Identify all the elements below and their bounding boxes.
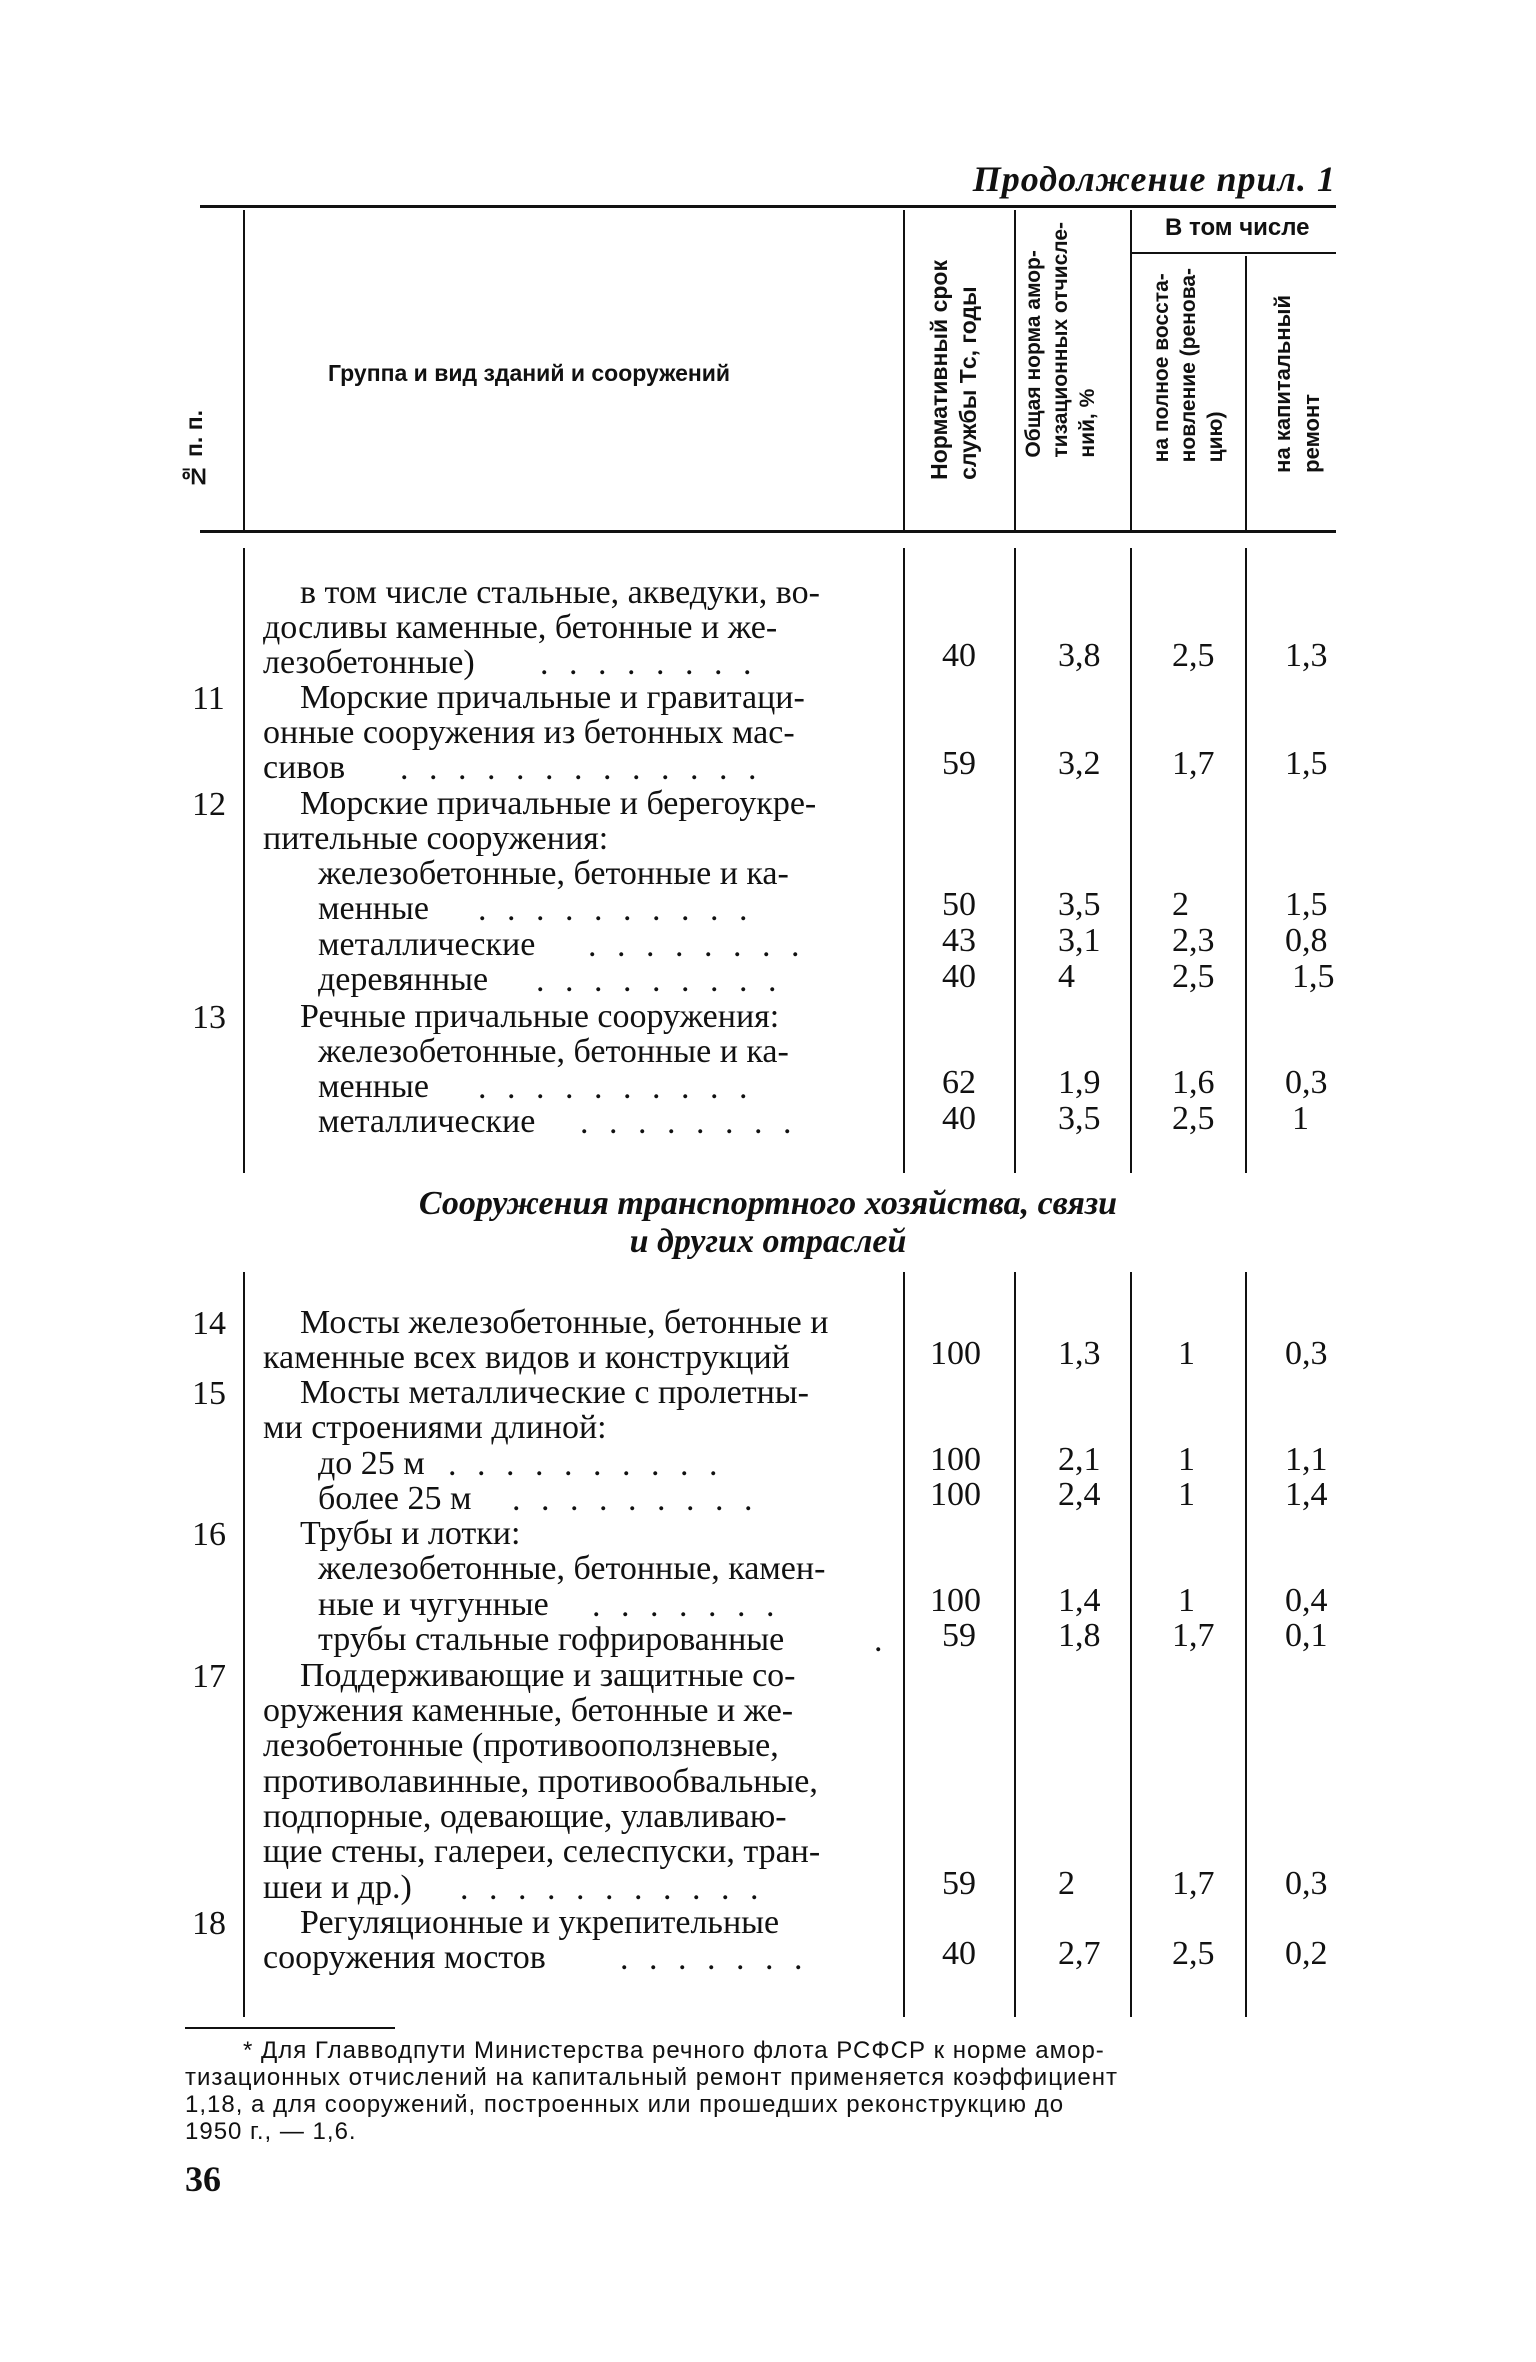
table1-leader-dots: . . . . . . . . . <box>536 962 783 999</box>
header-number: № п. п. <box>181 410 207 490</box>
table1-service-life: 40 <box>942 637 976 674</box>
header-service-life-line-1: Нормативный срок <box>926 260 952 480</box>
table1-text-line: металлические <box>318 1103 536 1140</box>
table2-text-line: шеи и др.) <box>263 1869 412 1906</box>
table2-text-line: щие стены, галереи, селеспуски, тран- <box>263 1833 821 1870</box>
header-vline-2 <box>903 210 905 530</box>
table1-capital-repair: 1,5 <box>1285 886 1328 923</box>
footnote-line: 1,18, а для сооружений, построенных или прошедших реконструкцию до <box>185 2091 1065 2118</box>
table2-text-line: Поддерживающие и защитные со- <box>300 1657 796 1694</box>
section-heading-line-1: Сооружения транспортного хозяйства, связи <box>418 1185 1118 1222</box>
table2-text-line: железобетонные, бетонные, камен- <box>318 1550 826 1587</box>
table1-text-line: менные <box>318 890 429 927</box>
table2-service-life: 59 <box>942 1865 976 1902</box>
table1-capital-repair: 1,5 <box>1285 745 1328 782</box>
header-total-rate-line-1: Общая норма амор- <box>1022 250 1045 458</box>
table2-text-line: лезобетонные (противооползневые, <box>263 1727 779 1764</box>
table1-capital-repair: 0,8 <box>1285 922 1328 959</box>
table2-row-number: 14 <box>192 1305 226 1342</box>
table2-text-line: противолавинные, противообвальные, <box>263 1763 818 1800</box>
table1-vline-3 <box>1014 548 1016 1173</box>
table1-text-line: металлические <box>318 926 536 963</box>
table1-capital-repair: 0,3 <box>1285 1064 1328 1101</box>
table2-service-life: 100 <box>930 1476 981 1513</box>
table2-leader-dots: . <box>874 1622 889 1659</box>
table2-row-number: 16 <box>192 1516 226 1553</box>
table2-capital-repair: 0,2 <box>1285 1935 1328 1972</box>
table2-capital-repair: 0,3 <box>1285 1335 1328 1372</box>
table2-capital-repair: 0,3 <box>1285 1865 1328 1902</box>
header-vline-4 <box>1130 210 1132 530</box>
header-renovation <box>1148 268 1229 462</box>
header-vline-1 <box>243 210 245 530</box>
table2-renovation: 1 <box>1178 1441 1195 1478</box>
table2-leader-dots: . . . . . . . . . . <box>448 1446 724 1483</box>
table1-capital-repair: 1,3 <box>1285 637 1328 674</box>
header-top-rule <box>200 205 1336 208</box>
header-renovation-line-2: новление (ренова- <box>1177 268 1200 463</box>
table1-total-rate: 3,5 <box>1058 1100 1101 1137</box>
table2-text-line: Мосты металлические с пролетны- <box>300 1374 809 1411</box>
header-vline-5 <box>1245 256 1247 530</box>
table1-text-line: железобетонные, бетонные и ка- <box>318 1033 789 1070</box>
table2-total-rate: 1,3 <box>1058 1335 1101 1372</box>
table2-total-rate: 2 <box>1058 1865 1075 1902</box>
table2-text-line: ми строениями длиной: <box>263 1409 607 1446</box>
table2-capital-repair: 0,1 <box>1285 1617 1328 1654</box>
table2-text-line: каменные всех видов и конструкций <box>263 1339 790 1376</box>
table1-text-line: пительные сооружения: <box>263 820 609 857</box>
table2-total-rate: 2,4 <box>1058 1476 1101 1513</box>
table2-service-life: 100 <box>930 1441 981 1478</box>
table1-text-line: в том числе стальные, акведуки, во- <box>300 574 820 611</box>
table2-capital-repair: 1,4 <box>1285 1476 1328 1513</box>
table1-leader-dots: . . . . . . . . <box>540 645 758 682</box>
table2-total-rate: 1,8 <box>1058 1617 1101 1654</box>
table2-vline-1 <box>243 1272 245 2017</box>
table2-row-number: 17 <box>192 1658 226 1695</box>
section-heading <box>0 1185 1536 1261</box>
table2-renovation: 1 <box>1178 1335 1195 1372</box>
table1-vline-5 <box>1245 548 1247 1173</box>
table1-row-number: 12 <box>192 786 226 823</box>
table2-text-line: Трубы и лотки: <box>300 1515 521 1552</box>
table1-renovation: 2,5 <box>1172 1100 1215 1137</box>
header-service-life-line-2: службы Tс, годы <box>955 286 981 480</box>
table1-text-line: онные сооружения из бетонных мас- <box>263 714 795 751</box>
table1-text-line: Морские причальные и берегоукре- <box>300 785 817 822</box>
header-service-life <box>925 260 983 480</box>
table1-vline-2 <box>903 548 905 1173</box>
table2-renovation: 1 <box>1178 1476 1195 1513</box>
table1-row-number: 13 <box>192 999 226 1036</box>
table2-text-line: Регуляционные и укрепительные <box>300 1904 780 1941</box>
footnote-line: * Для Главводпути Министерства речного флота РСФСР к норме амор- <box>243 2037 1105 2064</box>
table1-renovation: 1,6 <box>1172 1064 1215 1101</box>
table1-text-line: Морские причальные и гравитаци- <box>300 679 805 716</box>
header-group: Группа и вид зданий и сооружений <box>328 360 731 386</box>
table1-leader-dots: . . . . . . . . <box>588 927 806 964</box>
header-renovation-line-3: цию) <box>1204 411 1227 463</box>
table1-renovation: 2,5 <box>1172 637 1215 674</box>
header-capital-repair-line-1: на капитальный <box>1270 295 1295 473</box>
header-including: В том числе <box>1165 214 1310 241</box>
header-total-rate-line-2: тизационных отчисле- <box>1049 222 1072 458</box>
table1-vline-1 <box>243 548 245 1173</box>
table1-service-life: 40 <box>942 1100 976 1137</box>
table2-vline-5 <box>1245 1272 1247 2017</box>
table2-service-life: 100 <box>930 1582 981 1619</box>
table1-total-rate: 3,1 <box>1058 922 1101 959</box>
table2-total-rate: 2,7 <box>1058 1935 1101 1972</box>
table1-service-life: 40 <box>942 958 976 995</box>
table1-leader-dots: . . . . . . . . <box>580 1104 798 1141</box>
table1-renovation: 1,7 <box>1172 745 1215 782</box>
table2-vline-4 <box>1130 1272 1132 2017</box>
table2-renovation: 1,7 <box>1172 1865 1215 1902</box>
table2-service-life: 59 <box>942 1617 976 1654</box>
header-renovation-line-1: на полное восста- <box>1150 273 1173 463</box>
table1-text-line: досливы каменные, бетонные и же- <box>263 609 778 646</box>
table1-service-life: 59 <box>942 745 976 782</box>
table2-service-life: 40 <box>942 1935 976 1972</box>
table2-total-rate: 2,1 <box>1058 1441 1101 1478</box>
table2-leader-dots: . . . . . . . <box>592 1587 781 1624</box>
table2-row-number: 15 <box>192 1375 226 1412</box>
table1-total-rate: 3,8 <box>1058 637 1101 674</box>
header-capital-repair <box>1268 295 1326 473</box>
table2-text-line: оружения каменные, бетонные и же- <box>263 1692 794 1729</box>
table2-vline-3 <box>1014 1272 1016 2017</box>
table2-total-rate: 1,4 <box>1058 1582 1101 1619</box>
section-heading-line-2: и других отраслей <box>629 1223 907 1260</box>
table1-text-line: сивов <box>263 749 346 786</box>
table2-leader-dots: . . . . . . . . . <box>512 1481 759 1518</box>
table2-service-life: 100 <box>930 1335 981 1372</box>
header-total-rate-line-3: ний, % <box>1076 388 1099 458</box>
table2-text-line: ные и чугунные <box>318 1586 549 1623</box>
table1-renovation: 2,5 <box>1172 958 1215 995</box>
table2-text-line: до 25 м <box>318 1445 425 1482</box>
header-vline-3 <box>1014 210 1016 530</box>
table1-service-life: 43 <box>942 922 976 959</box>
footnote-rule <box>185 2027 395 2029</box>
header-sub-rule <box>1130 252 1336 254</box>
table1-total-rate: 1,9 <box>1058 1064 1101 1101</box>
footnote-line: 1950 г., — 1,6. <box>185 2118 357 2145</box>
header-bottom-rule <box>200 530 1336 533</box>
header-capital-repair-line-2: ремонт <box>1299 393 1324 473</box>
table1-renovation: 2 <box>1172 886 1189 923</box>
table2-text-line: трубы стальные гофрированные <box>318 1621 785 1658</box>
table2-leader-dots: . . . . . . . . . . . <box>460 1870 765 1907</box>
table1-text-line: лезобетонные) <box>263 644 475 681</box>
footnote-line: тизационных отчислений на капитальный ремонт применяется коэффициент <box>185 2064 1118 2091</box>
table1-capital-repair: 1,5 <box>1292 958 1335 995</box>
table1-leader-dots: . . . . . . . . . . <box>478 1069 754 1106</box>
table1-service-life: 50 <box>942 886 976 923</box>
table1-row-number: 11 <box>192 680 225 717</box>
table1-service-life: 62 <box>942 1064 976 1101</box>
table2-capital-repair: 0,4 <box>1285 1582 1328 1619</box>
table2-leader-dots: . . . . . . . <box>620 1940 809 1977</box>
table2-text-line: подпорные, одевающие, улавливаю- <box>263 1798 787 1835</box>
table1-leader-dots: . . . . . . . . . . . . . <box>400 750 763 787</box>
table2-capital-repair: 1,1 <box>1285 1441 1328 1478</box>
table2-text-line: сооружения мостов <box>263 1939 546 1976</box>
table1-total-rate: 4 <box>1058 958 1075 995</box>
table2-renovation: 1,7 <box>1172 1617 1215 1654</box>
header-total-rate <box>1020 222 1101 458</box>
table1-capital-repair: 1 <box>1292 1100 1309 1137</box>
table2-renovation: 1 <box>1178 1582 1195 1619</box>
table2-vline-2 <box>903 1272 905 2017</box>
table2-text-line: Мосты железобетонные, бетонные и <box>300 1304 829 1341</box>
table1-renovation: 2,3 <box>1172 922 1215 959</box>
table1-total-rate: 3,2 <box>1058 745 1101 782</box>
continuation-title: Продолжение прил. 1 <box>972 159 1336 199</box>
page-number: 36 <box>185 2159 221 2199</box>
table1-text-line: железобетонные, бетонные и ка- <box>318 855 789 892</box>
table1-text-line: деревянные <box>318 961 489 998</box>
table2-renovation: 2,5 <box>1172 1935 1215 1972</box>
table1-vline-4 <box>1130 548 1132 1173</box>
table1-text-line: менные <box>318 1068 429 1105</box>
table2-text-line: более 25 м <box>318 1480 472 1517</box>
table1-total-rate: 3,5 <box>1058 886 1101 923</box>
table2-row-number: 18 <box>192 1905 226 1942</box>
table1-text-line: Речные причальные сооружения: <box>300 998 780 1035</box>
table1-leader-dots: . . . . . . . . . . <box>478 891 754 928</box>
